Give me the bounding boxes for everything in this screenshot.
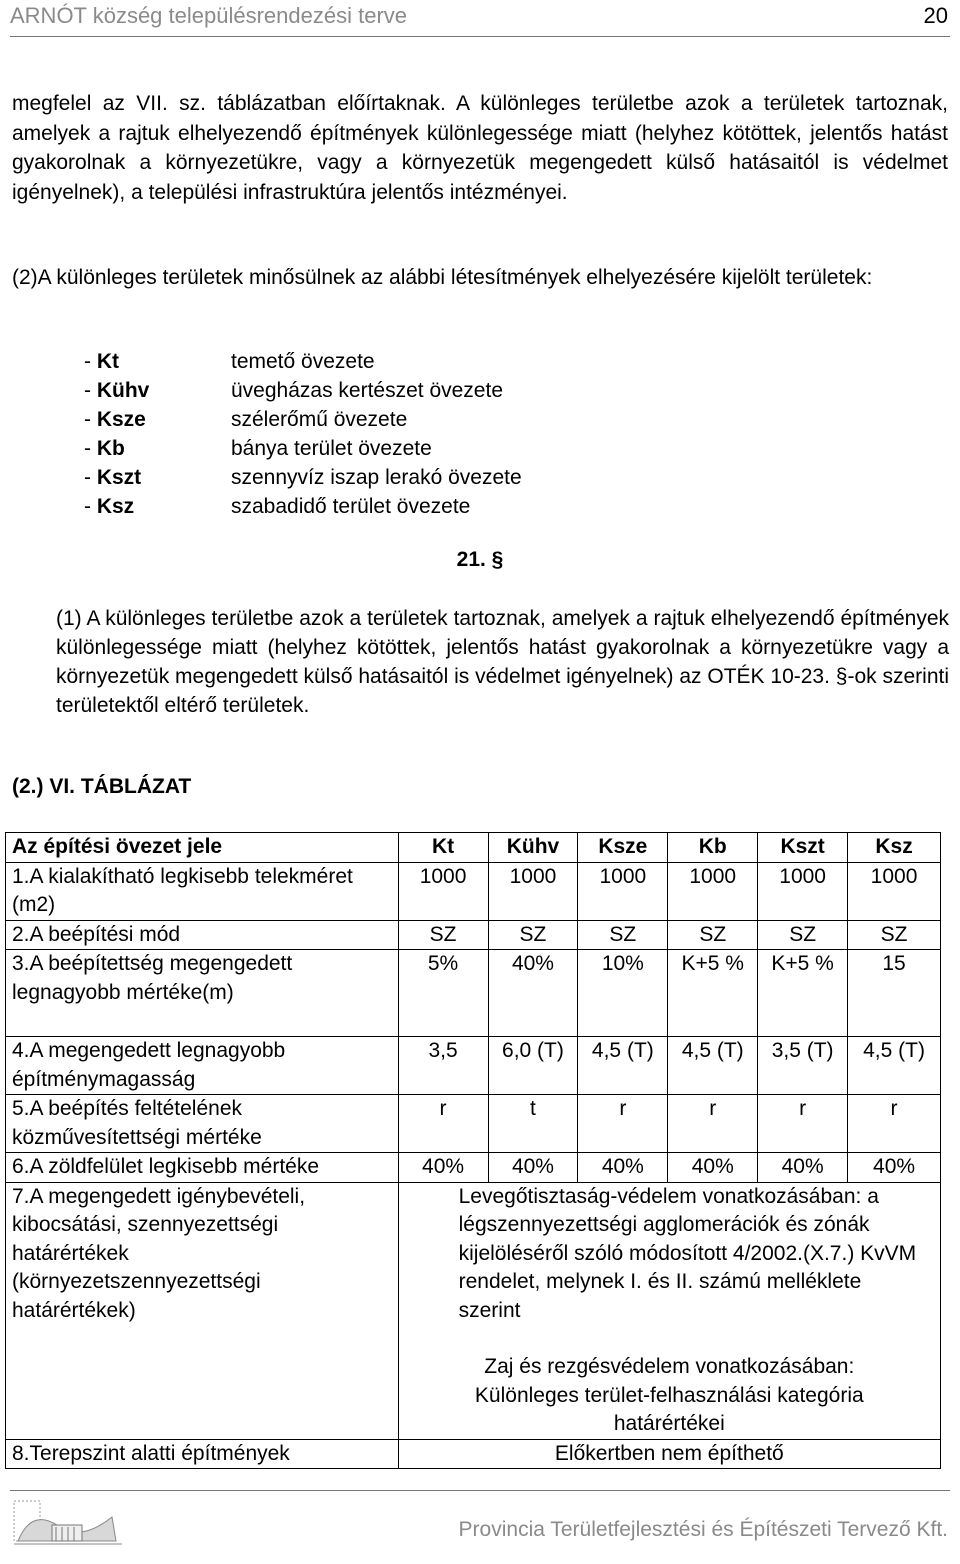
row-label: 8.Terepszint alatti építmények <box>6 1439 399 1469</box>
row-label: 6.A zöldfelület legkisebb mértéke <box>6 1153 399 1183</box>
table-cell: 40% <box>668 1153 758 1183</box>
list-item: - Ksz szabadidő terület övezete <box>84 492 522 521</box>
table-row <box>6 920 941 950</box>
row-label: 1.A kialakítható legkisebb telekméret (m2) <box>6 862 399 920</box>
table-cell: 3,5 <box>398 1037 488 1095</box>
table-row <box>6 950 941 1037</box>
zone-code: Ksze <box>96 408 146 431</box>
header-cell: Kb <box>668 833 758 863</box>
table-cell: 1000 <box>848 862 941 920</box>
zone-code: Kt <box>96 350 119 373</box>
paragraph-special-areas: (2)A különleges területek minősülnek az alábbi létesítmények elhelyezésére kijelölt területek: <box>12 266 873 289</box>
zone-description: bánya terület övezete <box>231 437 432 460</box>
table-cell: 40% <box>758 1153 848 1183</box>
row-label: 7.A megengedett igénybevételi, kibocsátási, szennyezettségi határértékek (környezetszennyezettségi határértékek) <box>6 1182 399 1439</box>
header-cell: Kühv <box>488 833 578 863</box>
table-cell: 4,5 (T) <box>668 1037 758 1095</box>
table-cell: t <box>488 1095 578 1153</box>
table-cell: K+5 % <box>758 950 848 1037</box>
footer-company: Provincia Területfejlesztési és Építészeti Tervező Kft. <box>458 1518 948 1541</box>
zone-code: Ksz <box>96 495 135 518</box>
table-cell: 1000 <box>398 862 488 920</box>
header-cell: Kszt <box>758 833 848 863</box>
table-cell: r <box>668 1095 758 1153</box>
zone-description: üvegházas kertészet övezete <box>231 379 503 402</box>
limit-values-cell <box>398 1182 940 1439</box>
header-cell: Az építési övezet jele <box>6 833 399 863</box>
row-label: 4.A megengedett legnagyobb építménymagasság <box>6 1037 399 1095</box>
row-label: 3.A beépítettség megengedett legnagyobb mértéke(m) <box>6 950 399 1037</box>
zone-description: temető övezete <box>231 350 375 373</box>
table-cell: SZ <box>488 920 578 950</box>
table-row <box>6 1439 941 1469</box>
table-row <box>6 1037 941 1095</box>
table-cell: 40% <box>398 1153 488 1183</box>
paragraph-section-1: (1) A különleges területbe azok a területek tartoznak, amelyek a rajtuk elhelyezendő építmények különlegessége miatt (helyhez kötöttek, jelentős hatást gyakorolnak a környezetükre vagy a környezetük megengedett külső hatásaitól is védelmet igényelnek) az OTÉK 10-23. §-ok szerinti területektől eltérő területek. <box>56 607 949 717</box>
list-item: - Kt temető övezete <box>84 347 522 376</box>
table-cell: 10% <box>578 950 668 1037</box>
table-cell: 1000 <box>578 862 668 920</box>
page-number: 20 <box>923 3 948 28</box>
table-header-row <box>6 833 941 863</box>
air-quality-text: Levegőtisztaság-védelem vonatkozásában: a légszennyezettségi agglomerációk és zónák kijelöléséről szóló módosított 4/2002.(X.7.) KvVM rendelet, melynek I. és II. számú melléklete szerint <box>458 1184 917 1322</box>
zoning-table <box>5 832 941 1469</box>
list-item: - Kb bánya terület övezete <box>84 434 522 463</box>
zone-list <box>84 347 522 521</box>
footer-divider <box>10 1490 950 1491</box>
table-cell: 40% <box>578 1153 668 1183</box>
zone-code: Kb <box>96 437 125 460</box>
section-heading: 21. § <box>456 548 504 571</box>
table-cell: 6,0 (T) <box>488 1037 578 1095</box>
table-cell: r <box>398 1095 488 1153</box>
table-cell: r <box>578 1095 668 1153</box>
zone-code: Kszt <box>96 466 142 489</box>
table-title: (2.) VI. TÁBLÁZAT <box>12 775 192 798</box>
table-cell: SZ <box>848 920 941 950</box>
table-cell: 4,5 (T) <box>578 1037 668 1095</box>
zone-description: szélerőmű övezete <box>231 408 408 431</box>
table-cell: Előkertben nem építhető <box>398 1439 940 1469</box>
header-divider <box>10 36 950 37</box>
provincia-logo <box>12 1497 124 1559</box>
table-cell: 1000 <box>758 862 848 920</box>
header-cell: Kt <box>398 833 488 863</box>
table-cell: 15 <box>848 950 941 1037</box>
table-cell: 1000 <box>668 862 758 920</box>
table-row <box>6 1182 941 1439</box>
noise-text: Zaj és rezgésvédelem vonatkozásában: Különleges terület-felhasználási kategória határértékei <box>474 1355 864 1435</box>
zone-code: Kühv <box>96 379 150 402</box>
table-cell: 40% <box>848 1153 941 1183</box>
paragraph-intro: megfelel az VII. sz. táblázatban előírtaknak. A különleges területbe azok a területek tartoznak, amelyek a rajtuk elhelyezendő építmények különlegessége miatt (helyhez kötöttek, jelentős hatást gyakorolnak a környezetükre, vagy a környezetük megengedett külső hatásaitól is védelmet igényelnek), a települési infrastruktúra jelentős intézményei. <box>12 92 948 204</box>
table-cell: K+5 % <box>668 950 758 1037</box>
header-cell: Ksze <box>578 833 668 863</box>
table-row <box>6 1153 941 1183</box>
row-label: 5.A beépítés feltételének közművesítettségi mértéke <box>6 1095 399 1153</box>
zone-description: szabadidő terület övezete <box>231 495 471 518</box>
table-cell: 40% <box>488 1153 578 1183</box>
table-cell: SZ <box>758 920 848 950</box>
zone-description: szennyvíz iszap lerakó övezete <box>231 466 522 489</box>
table-cell: 1000 <box>488 862 578 920</box>
table-cell: 40% <box>488 950 578 1037</box>
table-cell: SZ <box>578 920 668 950</box>
table-cell: SZ <box>668 920 758 950</box>
table-cell: r <box>758 1095 848 1153</box>
table-cell: 5% <box>398 950 488 1037</box>
list-item: - Kühv üvegházas kertészet övezete <box>84 376 522 405</box>
table-cell: SZ <box>398 920 488 950</box>
table-cell: r <box>848 1095 941 1153</box>
table-cell: 4,5 (T) <box>848 1037 941 1095</box>
document-title: ARNÓT község településrendezési terve <box>10 3 408 28</box>
row-label: 2.A beépítési mód <box>6 920 399 950</box>
table-cell: 3,5 (T) <box>758 1037 848 1095</box>
header-cell: Ksz <box>848 833 941 863</box>
list-item: - Ksze szélerőmű övezete <box>84 405 522 434</box>
table-row <box>6 1095 941 1153</box>
table-row <box>6 862 941 920</box>
list-item: - Kszt szennyvíz iszap lerakó övezete <box>84 463 522 492</box>
